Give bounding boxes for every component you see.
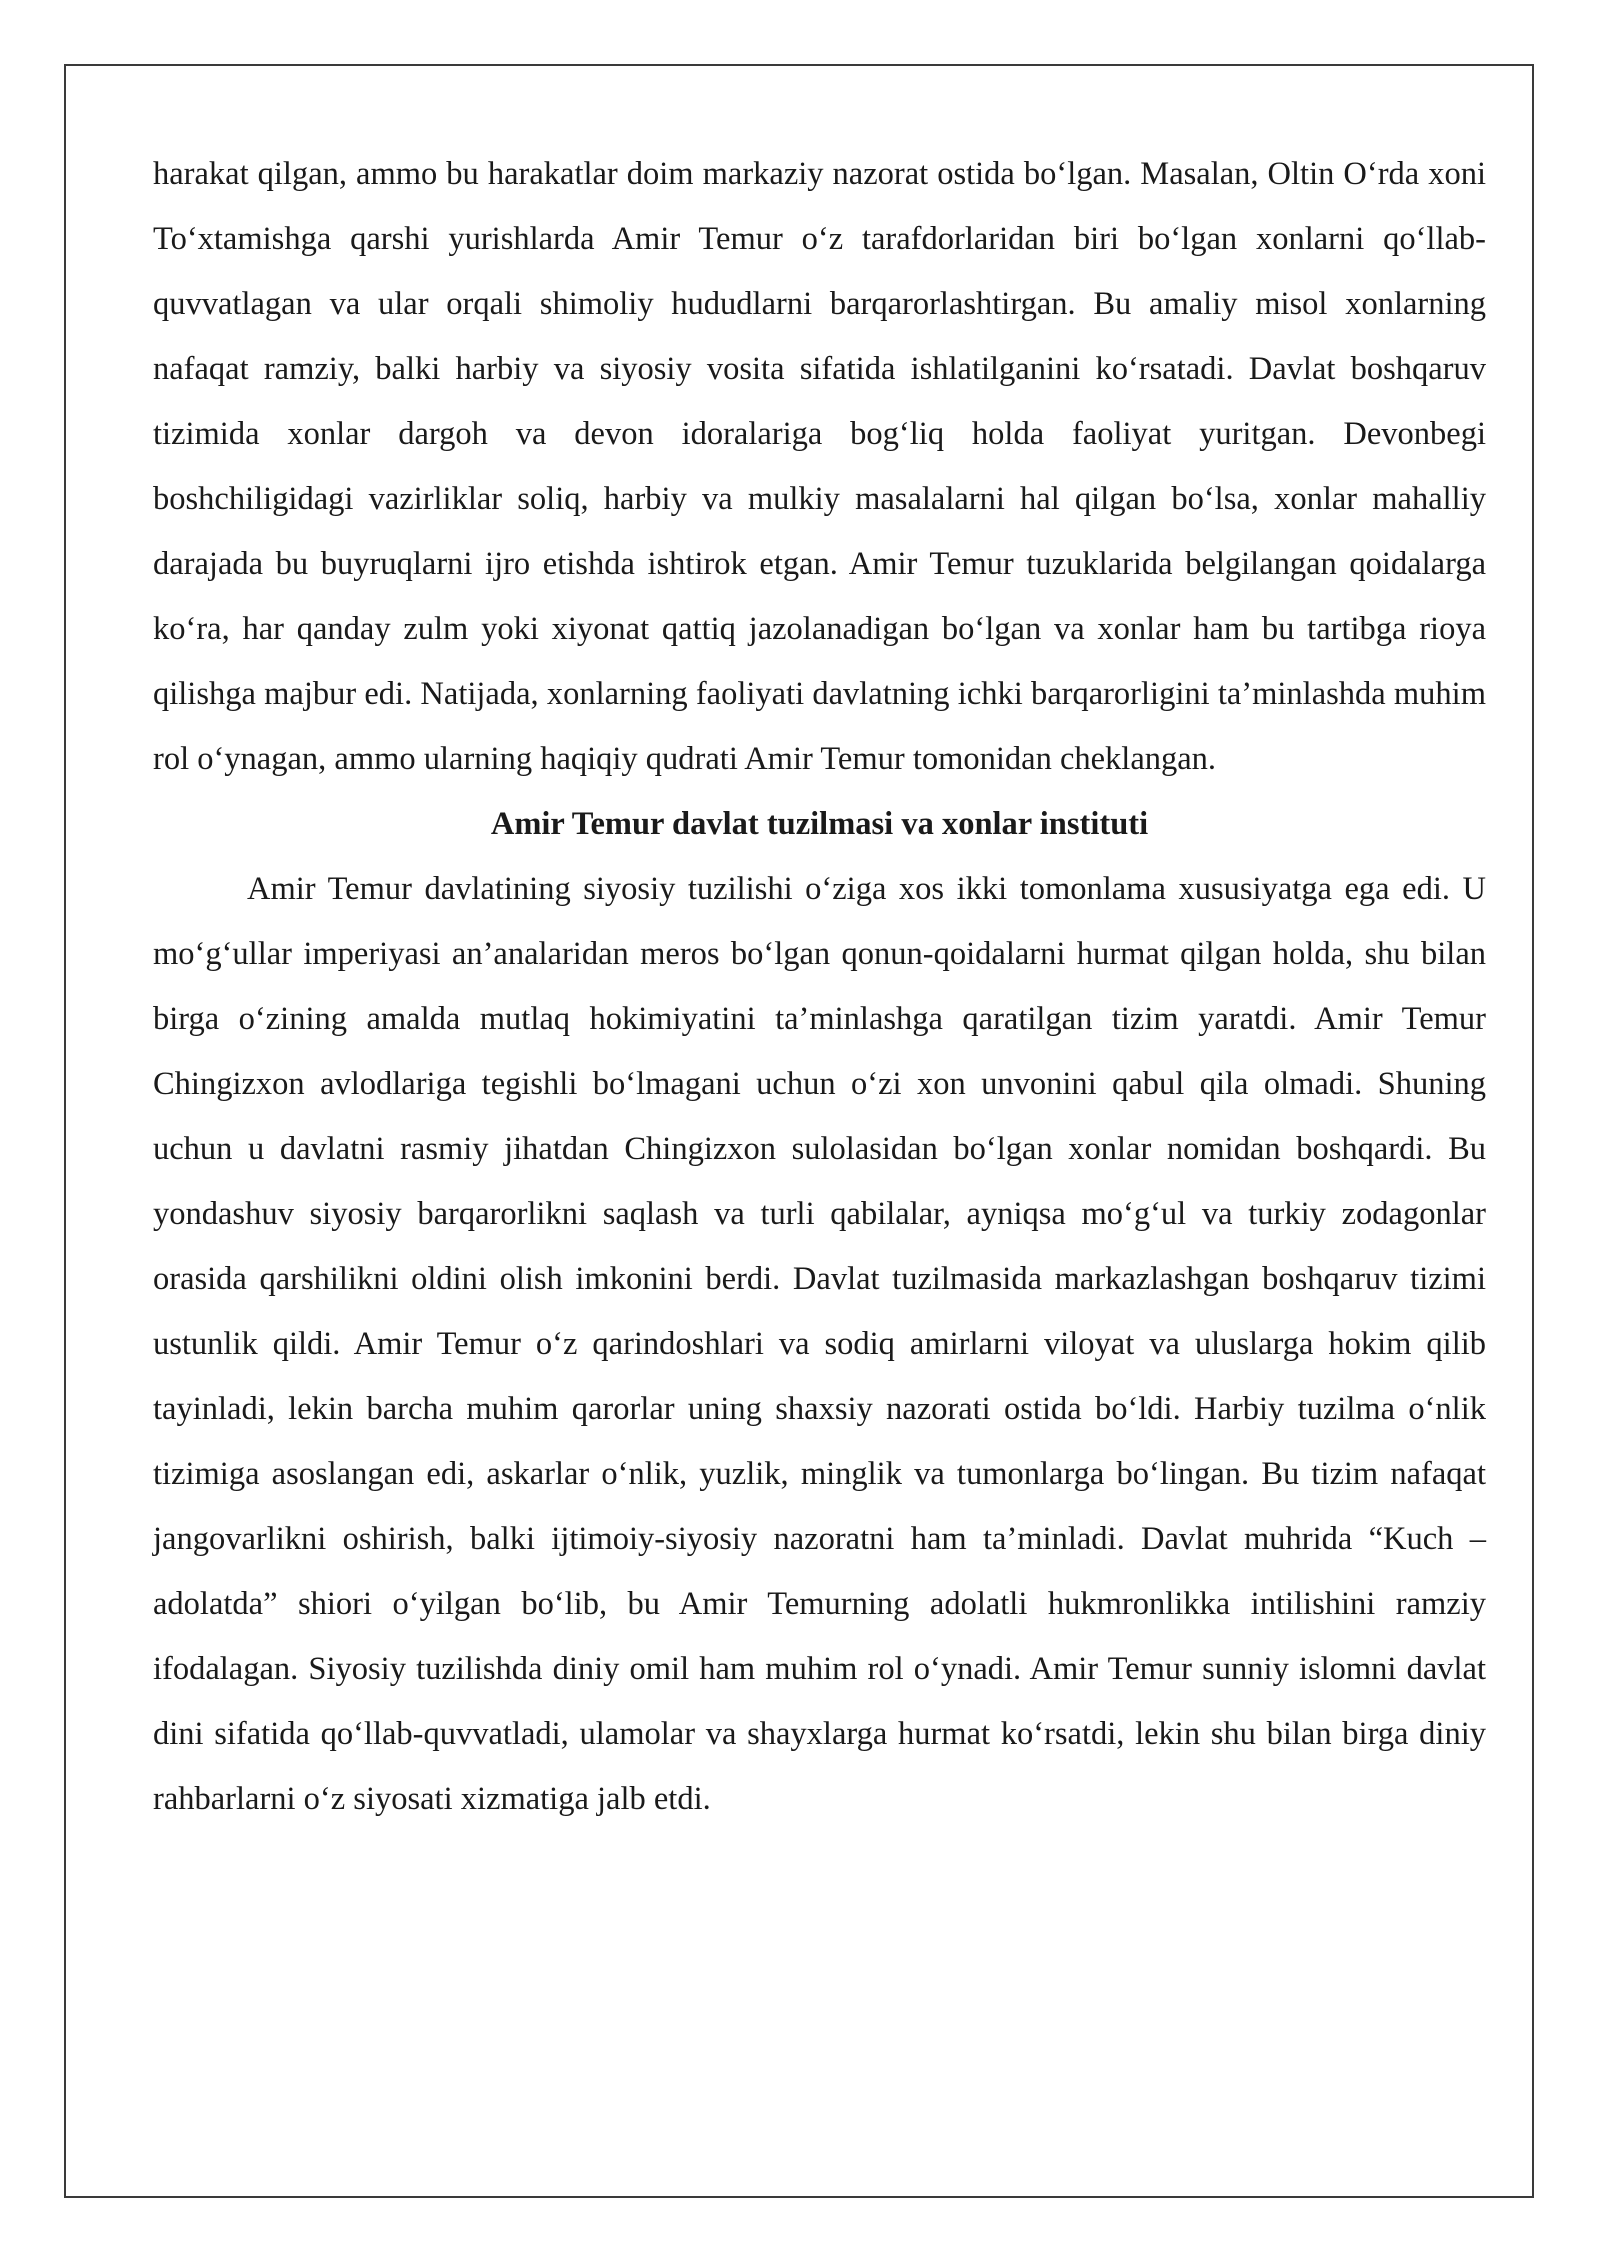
document-body — [153, 142, 1486, 1832]
section-heading: Amir Temur davlat tuzilmasi va xonlar instituti — [490, 806, 1149, 842]
paragraph-body: Amir Temur davlatining siyosiy tuzilishi o‘ziga xos ikki tomonlama xususiyatga ega edi. U mo‘g‘ullar imperiyasi an’analaridan meros bo‘lgan qonun-qoidalarni hurmat qilgan holda, shu bilan birga o‘zining amalda mutlaq hokimiyatini ta’minlashga qaratilgan tizim yaratdi. Amir Temur Chingizxon avlodlariga tegishli bo‘lmagani uchun o‘zi xon unvonini qabul qila olmadi. Shuning uchun u davlatni rasmiy jihatdan Chingizxon sulolasidan bo‘lgan xonlar nomidan boshqardi. Bu yondashuv siyosiy barqarorlikni saqlash va turli qabilalar, ayniqsa mo‘g‘ul va turkiy zodagonlar orasida qarshilikni oldini olish imkonini berdi. Davlat tuzilmasida markazlashgan boshqaruv tizimi ustunlik qildi. Amir Temur o‘z qarindoshlari va sodiq amirlarni viloyat va uluslarga hokim qilib tayinladi, lekin barcha muhim qarorlar uning shaxsiy nazorati ostida bo‘ldi. Harbiy tuzilma o‘nlik tizimiga asoslangan edi, askarlar o‘nlik, yuzlik, minglik va tumonlarga bo‘lingan. Bu tizim nafaqat jangovarlikni oshirish, balki ijtimoiy-siyosiy nazoratni ham ta’minladi. Davlat muhrida “Kuch – adolatda” shiori o‘yilgan bo‘lib, bu Amir Temurning adolatli hukmronlikka intilishini ramziy ifodalagan. Siyosiy tuzilishda diniy omil ham muhim rol o‘ynadi. Amir Temur sunniy islomni davlat dini sifatida qo‘llab-quvvatladi, ulamolar va shayxlarga hurmat ko‘rsatdi, lekin shu bilan birga diniy rahbarlarni o‘z siyosati xizmatiga jalb etdi. — [153, 871, 1486, 1817]
paragraph-continuation: harakat qilgan, ammo bu harakatlar doim markaziy nazorat ostida bo‘lgan. Masalan, Oltin O‘rda xoni To‘xtamishga qarshi yurishlarda Amir Temur o‘z tarafdorlaridan biri bo‘lgan xonlarni qo‘llab-quvvatlagan va ular orqali shimoliy hududlarni barqarorlashtirgan. Bu amaliy misol xonlarning nafaqat ramziy, balki harbiy va siyosiy vosita sifatida ishlatilganini ko‘rsatadi. Davlat boshqaruv tizimida xonlar dargoh va devon idoralariga bog‘liq holda faoliyat yuritgan. Devonbegi boshchiligidagi vazirliklar soliq, harbiy va mulkiy masalalarni hal qilgan bo‘lsa, xonlar mahalliy darajada bu buyruqlarni ijro etishda ishtirok etgan. Amir Temur tuzuklarida belgilangan qoidalarga ko‘ra, har qanday zulm yoki xiyonat qattiq jazolanadigan bo‘lgan va xonlar ham bu tartibga rioya qilishga majbur edi. Natijada, xonlarning faoliyati davlatning ichki barqarorligini ta’minlashda muhim rol o‘ynagan, ammo ularning haqiqiy qudrati Amir Temur tomonidan cheklangan. — [153, 156, 1486, 777]
